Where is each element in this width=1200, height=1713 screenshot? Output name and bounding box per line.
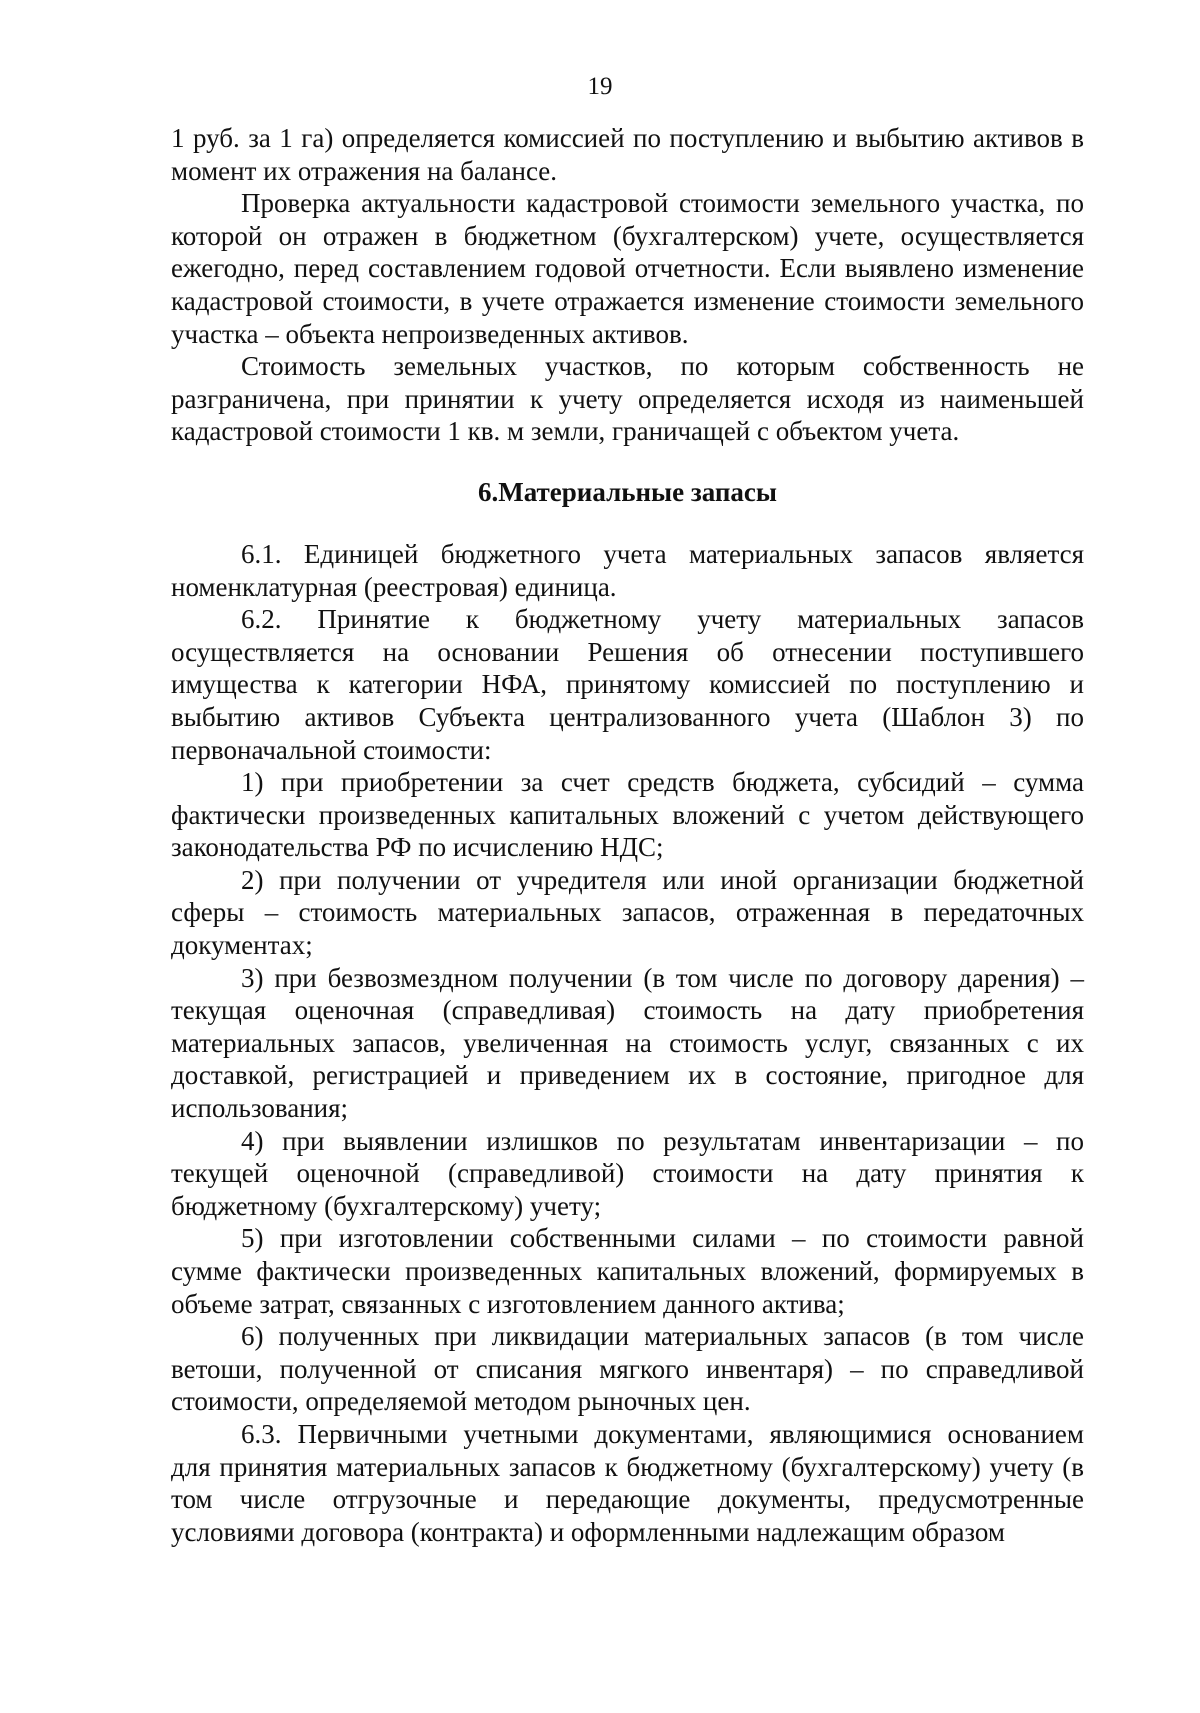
paragraph-6-3: 6.3. Первичными учетными документами, являющимися основанием для принятия материальных запасов к бюджетному (бухгалтерскому) учету (в том числе отгрузочные и передающие документы, предусмотренные условиями договора (контракта) и оформленными надлежащим образом — [171, 1418, 1084, 1547]
paragraph-cadastral-check: Проверка актуальности кадастровой стоимости земельного участка, по которой он отражен в бюджетном (бухгалтерском) учете, осуществляется ежегодно, перед составлением годовой отчетности. Если выявлено изменение кадастровой стоимости, в учете отражается изменение стоимости земельного участка – объекта непроизведенных активов. — [171, 188, 1084, 349]
section-heading: 6.Материальные запасы — [477, 476, 777, 507]
page-number: 19 — [587, 73, 613, 100]
list-item-1: 1) при приобретении за счет средств бюджета, субсидий – сумма фактически произведенных капитальных вложений с учетом действующего законодательства РФ по исчислению НДС; — [171, 767, 1084, 863]
list-item-3: 3) при безвозмездном получении (в том числе по договору дарения) – текущая оценочная (справедливая) стоимость на дату приобретения материальных запасов, увеличенная на стоимость услуг, связанных с их доставкой, регистрацией и приведением их в состояние, пригодное для использования; — [171, 962, 1084, 1124]
list-item-4: 4) при выявлении излишков по результатам инвентаризации – по текущей оценочной (справедливой) стоимости на дату принятия к бюджетному (бухгалтерскому) учету; — [171, 1125, 1084, 1221]
list-item-2: 2) при получении от учредителя или иной организации бюджетной сферы – стоимость материальных запасов, отраженная в передаточных документах; — [171, 864, 1084, 961]
list-item-5: 5) при изготовлении собственными силами – по стоимости равной сумме фактически произведенных капитальных вложений, формируемых в объеме затрат, связанных с изготовлением данного актива; — [171, 1223, 1084, 1319]
paragraph-continuation: 1 руб. за 1 га) определяется комиссией по поступлению и выбытию активов в момент их отражения на балансе. — [171, 123, 1084, 186]
list-item-6: 6) полученных при ликвидации материальных запасов (в том числе ветоши, полученной от списания мягкого инвентаря) – по справедливой стоимости, определяемой методом рыночных цен. — [171, 1321, 1084, 1417]
paragraph-6-2: 6.2. Принятие к бюджетному учету материальных запасов осуществляется на основании Решения об отнесении поступившего имущества к категории НФА, принятому комиссией по поступлению и выбытию активов Субъекта централизованного учета (Шаблон 3) по первоначальной стоимости: — [171, 604, 1084, 765]
document-body — [171, 122, 1084, 1548]
paragraph-6-1: 6.1. Единицей бюджетного учета материальных запасов является номенклатурная (реестровая) единица. — [171, 538, 1084, 602]
paragraph-land-value: Стоимость земельных участков, по которым собственность не разграничена, при принятии к учету определяется исходя из наименьшей кадастровой стоимости 1 кв. м земли, граничащей с объектом учета. — [171, 351, 1084, 447]
